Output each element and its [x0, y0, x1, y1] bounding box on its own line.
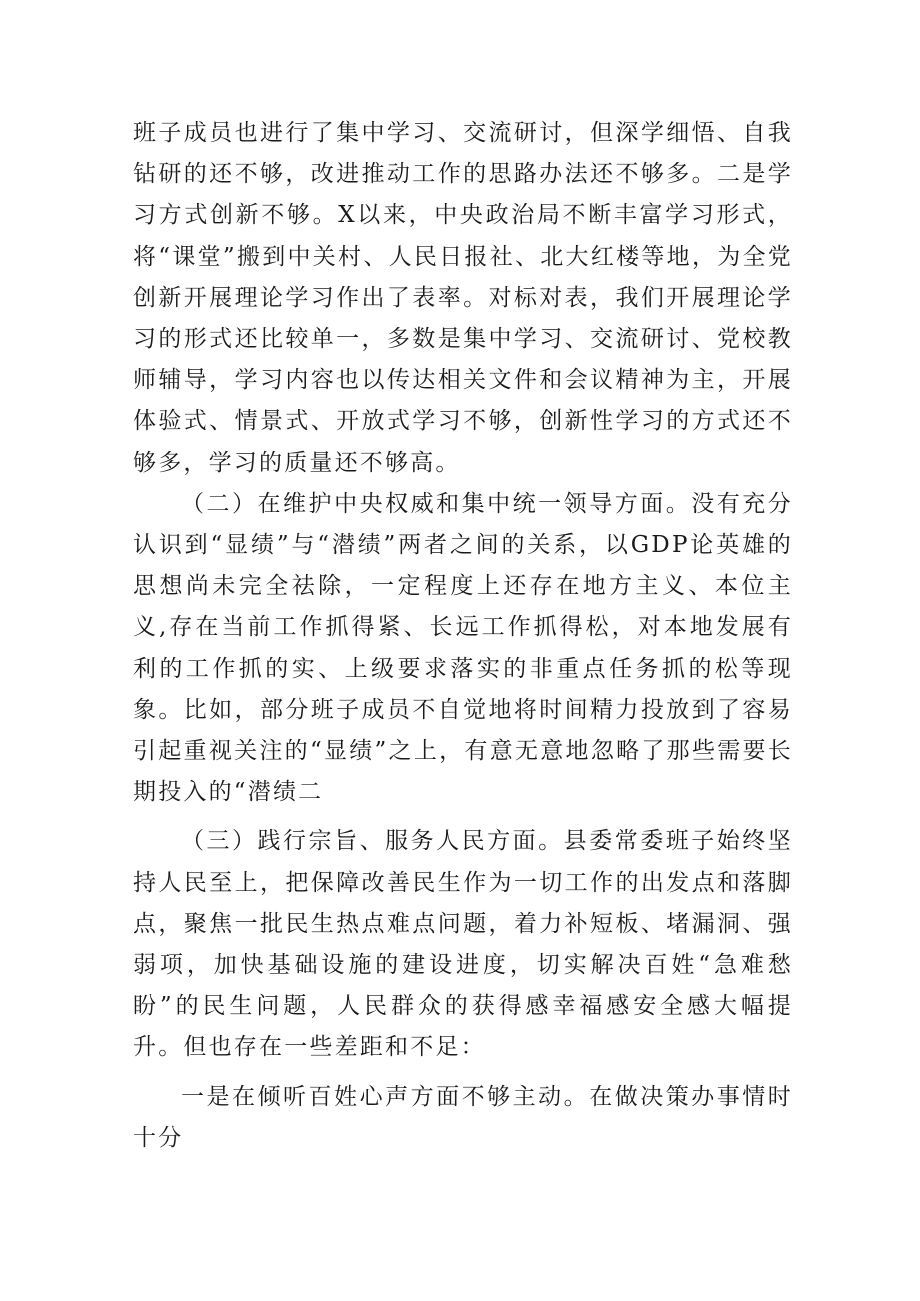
paragraph-study-methods: 班子成员也进行了集中学习、交流研讨，但深学细悟、自我钻研的还不够，改进推动工作的思路办法还不够多。二是学习方式创新不够。X以来，中央政治局不断丰富学习形式，将“课堂”搬到中关村、人民日报社、北大红楼等地，为全党创新开展理论学习作出了表率。对标对表，我们开展理论学习的形式还比较单一，多数是集中学习、交流研讨、党校教师辅导，学习内容也以传达相关文件和会议精神为主，开展体验式、情景式、开放式学习不够，创新性学习的方式还不够多，学习的质量还不够高。 — [133, 120, 793, 476]
paragraph-listen-public: 一是在倾听百姓心声方面不够主动。在做决策办事情时十分 — [133, 1083, 793, 1151]
document-body — [133, 113, 793, 1159]
paragraph-serve-people: （三）践行宗旨、服务人民方面。县委常委班子始终坚持人民至上，把保障改善民生作为一切工作的出发点和落脚点，聚焦一批民生热点难点问题，着力补短板、堵漏洞、强弱项，加快基础设施的建设进度，切实解决百姓“急难愁盼”的民生问题，人民群众的获得感幸福感安全感大幅提升。但也存在一些差距和不足： — [133, 828, 793, 1061]
paragraph-central-authority: （二）在维护中央权威和集中统一领导方面。没有充分认识到“显绩”与“潜绩”两者之间的关系，以GDP论英雄的思想尚未完全祛除，一定程度上还存在地方主义、本位主义,存在当前工作抓得紧、长远工作抓得松，对本地发展有利的工作抓的实、上级要求落实的非重点任务抓的松等现象。比如，部分班子成员不自觉地将时间精力投放到了容易引起重视关注的“显绩”之上，有意无意地忽略了那些需要长期投入的“潜绩二 — [133, 490, 793, 806]
